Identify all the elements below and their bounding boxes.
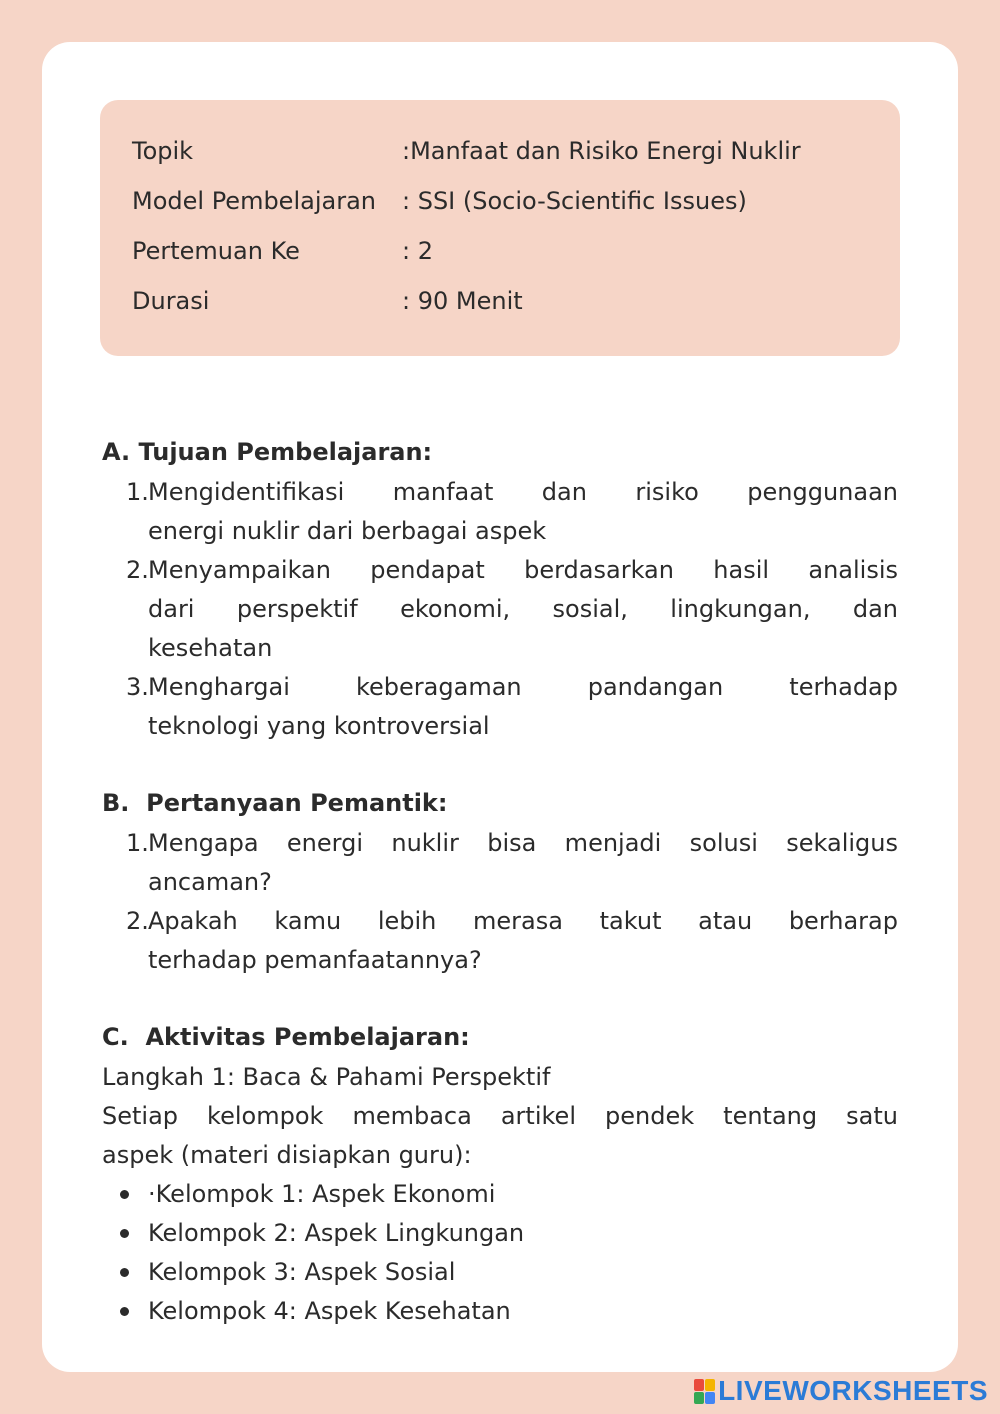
section-b-title — [102, 788, 448, 818]
section-a-title: A. Tujuan Pembelajaran: — [102, 438, 433, 466]
list-line: Mengapa energi nuklir bisa menjadi solusi sekaligus — [148, 829, 898, 857]
list-number: 1. — [126, 829, 149, 857]
lesson-info-box — [100, 100, 900, 356]
bullet-dot — [120, 1229, 129, 1238]
activity-intro — [102, 1097, 898, 1175]
activity-step: Langkah 1: Baca & Pahami Perspektif — [102, 1063, 551, 1091]
info-value: : 2 — [402, 237, 433, 265]
bullet-text: ·Kelompok 1: Aspek Ekonomi — [148, 1180, 496, 1208]
section-heading: Aktivitas Pembelajaran: — [145, 1023, 470, 1051]
list-number: 2. — [126, 907, 149, 935]
list-line: Menghargai keberagaman pandangan terhadap — [148, 673, 898, 701]
liveworksheets-brand[interactable] — [694, 1376, 988, 1406]
intro-line: Setiap kelompok membaca artikel pendek tentang satu — [102, 1102, 898, 1130]
info-label: Model Pembelajaran — [132, 187, 376, 215]
info-value: : SSI (Socio-Scientific Issues) — [402, 187, 747, 215]
worksheet-card — [42, 42, 958, 1372]
info-label: Durasi — [132, 287, 210, 315]
info-label: Topik — [132, 137, 194, 165]
list-line: Menyampaikan pendapat berdasarkan hasil analisis — [148, 556, 898, 584]
bullet-text: Kelompok 2: Aspek Lingkungan — [148, 1219, 525, 1247]
section-letter: C. — [102, 1023, 129, 1051]
info-value: :Manfaat dan Risiko Energi Nuklir — [402, 137, 801, 165]
list-line: teknologi yang kontroversial — [148, 712, 490, 740]
liveworksheets-logo-icon — [694, 1379, 714, 1403]
list-line: Apakah kamu lebih merasa takut atau berharap — [148, 907, 898, 935]
bullet-dot — [120, 1307, 129, 1316]
bullet-text: Kelompok 3: Aspek Sosial — [148, 1258, 456, 1286]
bullet-text: Kelompok 4: Aspek Kesehatan — [148, 1297, 511, 1325]
list-line: terhadap pemanfaatannya? — [148, 946, 482, 974]
list-number: 1. — [126, 478, 149, 506]
bullet-dot — [120, 1268, 129, 1277]
info-label: Pertemuan Ke — [132, 237, 300, 265]
bullet-dot — [120, 1190, 129, 1199]
list-line: kesehatan — [148, 634, 273, 662]
list-number: 2. — [126, 556, 149, 584]
section-heading: Pertanyaan Pemantik: — [146, 789, 448, 817]
info-value: : 90 Menit — [402, 287, 523, 315]
intro-line: aspek (materi disiapkan guru): — [102, 1141, 472, 1169]
list-line: ancaman? — [148, 868, 272, 896]
section-letter: B. — [102, 789, 130, 817]
list-line: Mengidentifikasi manfaat dan risiko penggunaan — [148, 478, 898, 506]
list-line: dari perspektif ekonomi, sosial, lingkungan, dan — [148, 595, 898, 623]
section-c-title — [102, 1022, 470, 1052]
list-number: 3. — [126, 673, 149, 701]
list-line: energi nuklir dari berbagai aspek — [148, 517, 547, 545]
brand-name: LIVEWORKSHEETS — [718, 1375, 988, 1406]
